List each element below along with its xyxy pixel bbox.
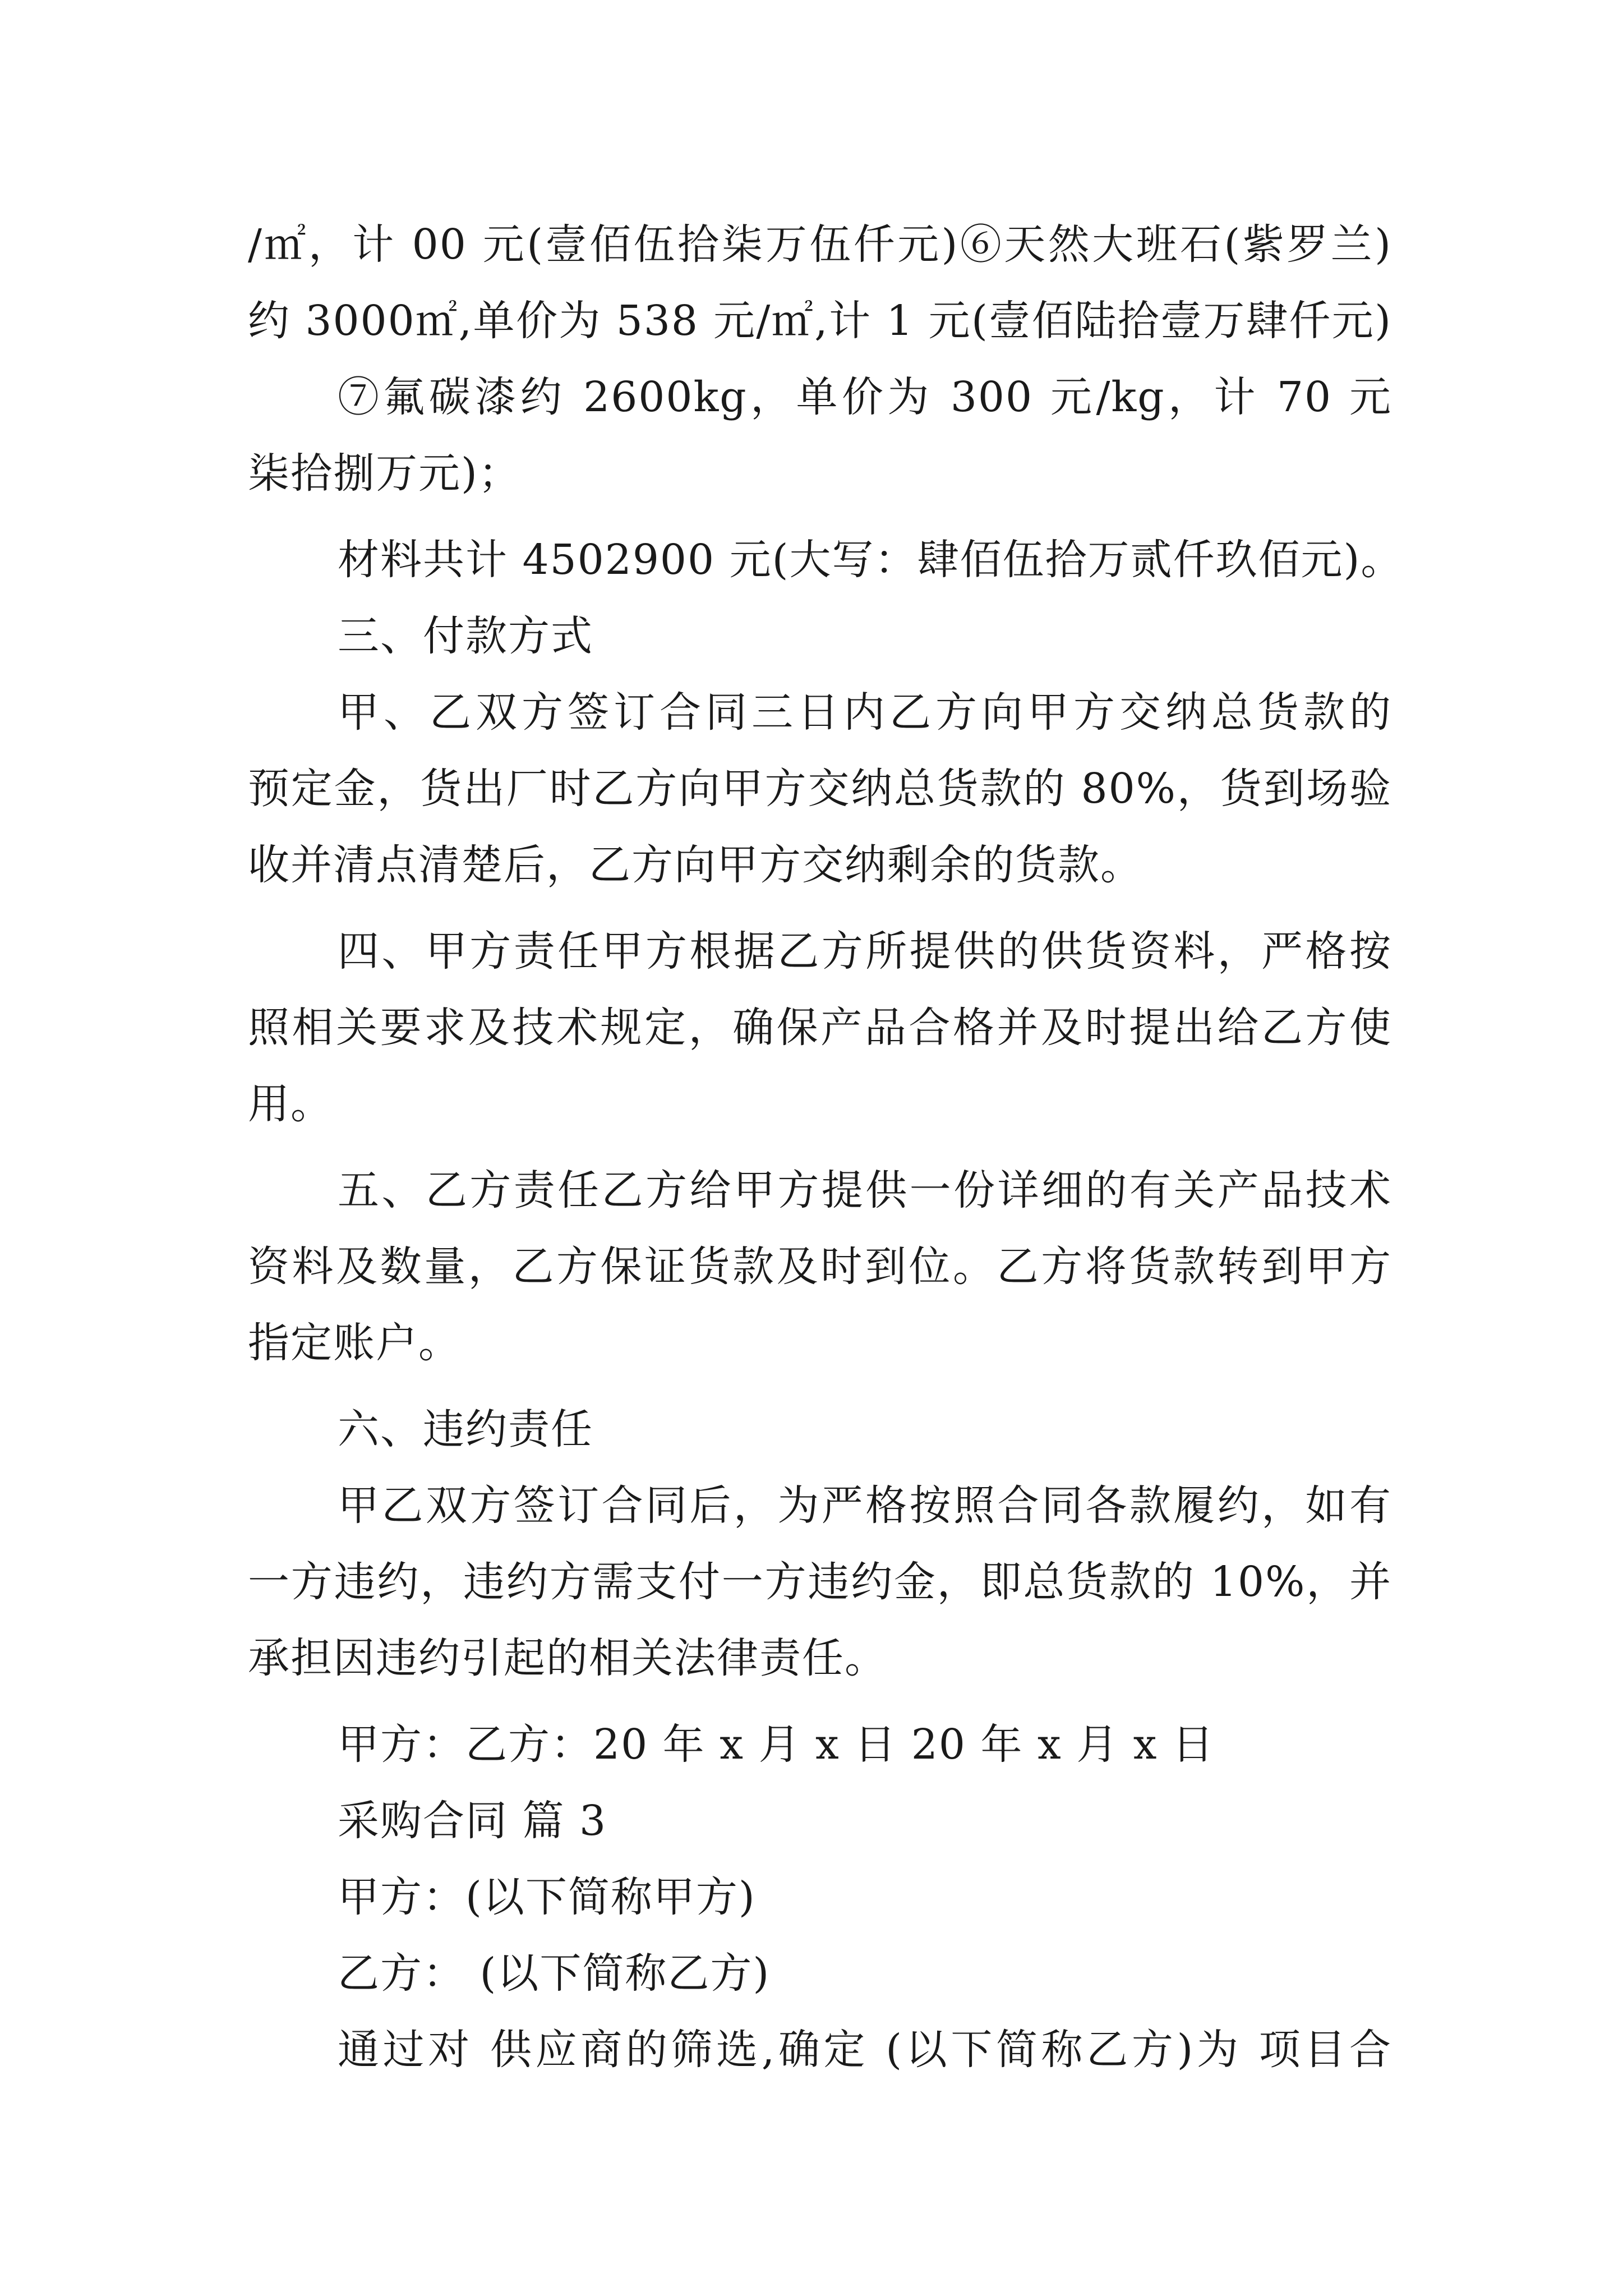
signature-line: 甲方：乙方：20 年 x 月 x 日 20 年 x 月 x 日 [338,1720,1215,1769]
text-line: 通过对 供应商的筛选,确定 (以下简称乙方)为 项目合 [338,2026,1392,2074]
text-line: 柒拾捌万元)； [248,449,521,498]
text-line: 甲乙双方签订合同后，为严格按照合同各款履约，如有 [338,1481,1392,1530]
document-body [248,206,1404,2088]
text-line: 承担因违约引起的相关法律责任。 [248,1634,887,1682]
text-line: /㎡，计 00 元(壹佰伍拾柒万伍仟元)⑥天然大班石(紫罗兰) [248,220,1392,269]
text-line: 收并清点清楚后，乙方向甲方交纳剩余的货款。 [248,841,1143,889]
text-line: 材料共计 4502900 元(大写：肆佰伍拾万贰仟玖佰元)。 [338,536,1404,584]
text-line: 预定金，货出厂时乙方向甲方交纳总货款的 80%，货到场验 [248,765,1392,813]
text-line: 甲、乙双方签订合同三日内乙方向甲方交纳总货款的 [338,688,1392,737]
text-line: 照相关要求及技术规定，确保产品合格并及时提出给乙方使 [248,1004,1392,1052]
text-line: 用。 [248,1080,333,1128]
section-title: 采购合同 篇 3 [338,1797,607,1845]
section-heading: 六、违约责任 [338,1405,593,1453]
text-line: ⑦氟碳漆约 2600kg，单价为 300 元/kg，计 70 元 [338,373,1392,421]
text-line: 五、乙方责任乙方给甲方提供一份详细的有关产品技术 [338,1166,1392,1214]
party-b-line: 乙方： (以下简称乙方) [338,1949,771,1998]
text-line: 资料及数量，乙方保证货款及时到位。乙方将货款转到甲方 [248,1243,1392,1291]
section-heading: 三、付款方式 [338,612,593,660]
party-a-line: 甲方：(以下简称甲方) [338,1873,756,1921]
text-line: 指定账户。 [248,1319,461,1367]
text-line: 四、甲方责任甲方根据乙方所提供的供货资料，严格按 [338,927,1392,976]
text-line: 约 3000㎡,单价为 538 元/㎡,计 1 元(壹佰陆拾壹万肆仟元) [248,297,1392,345]
text-line: 一方违约，违约方需支付一方违约金，即总货款的 10%，并 [248,1558,1392,1606]
